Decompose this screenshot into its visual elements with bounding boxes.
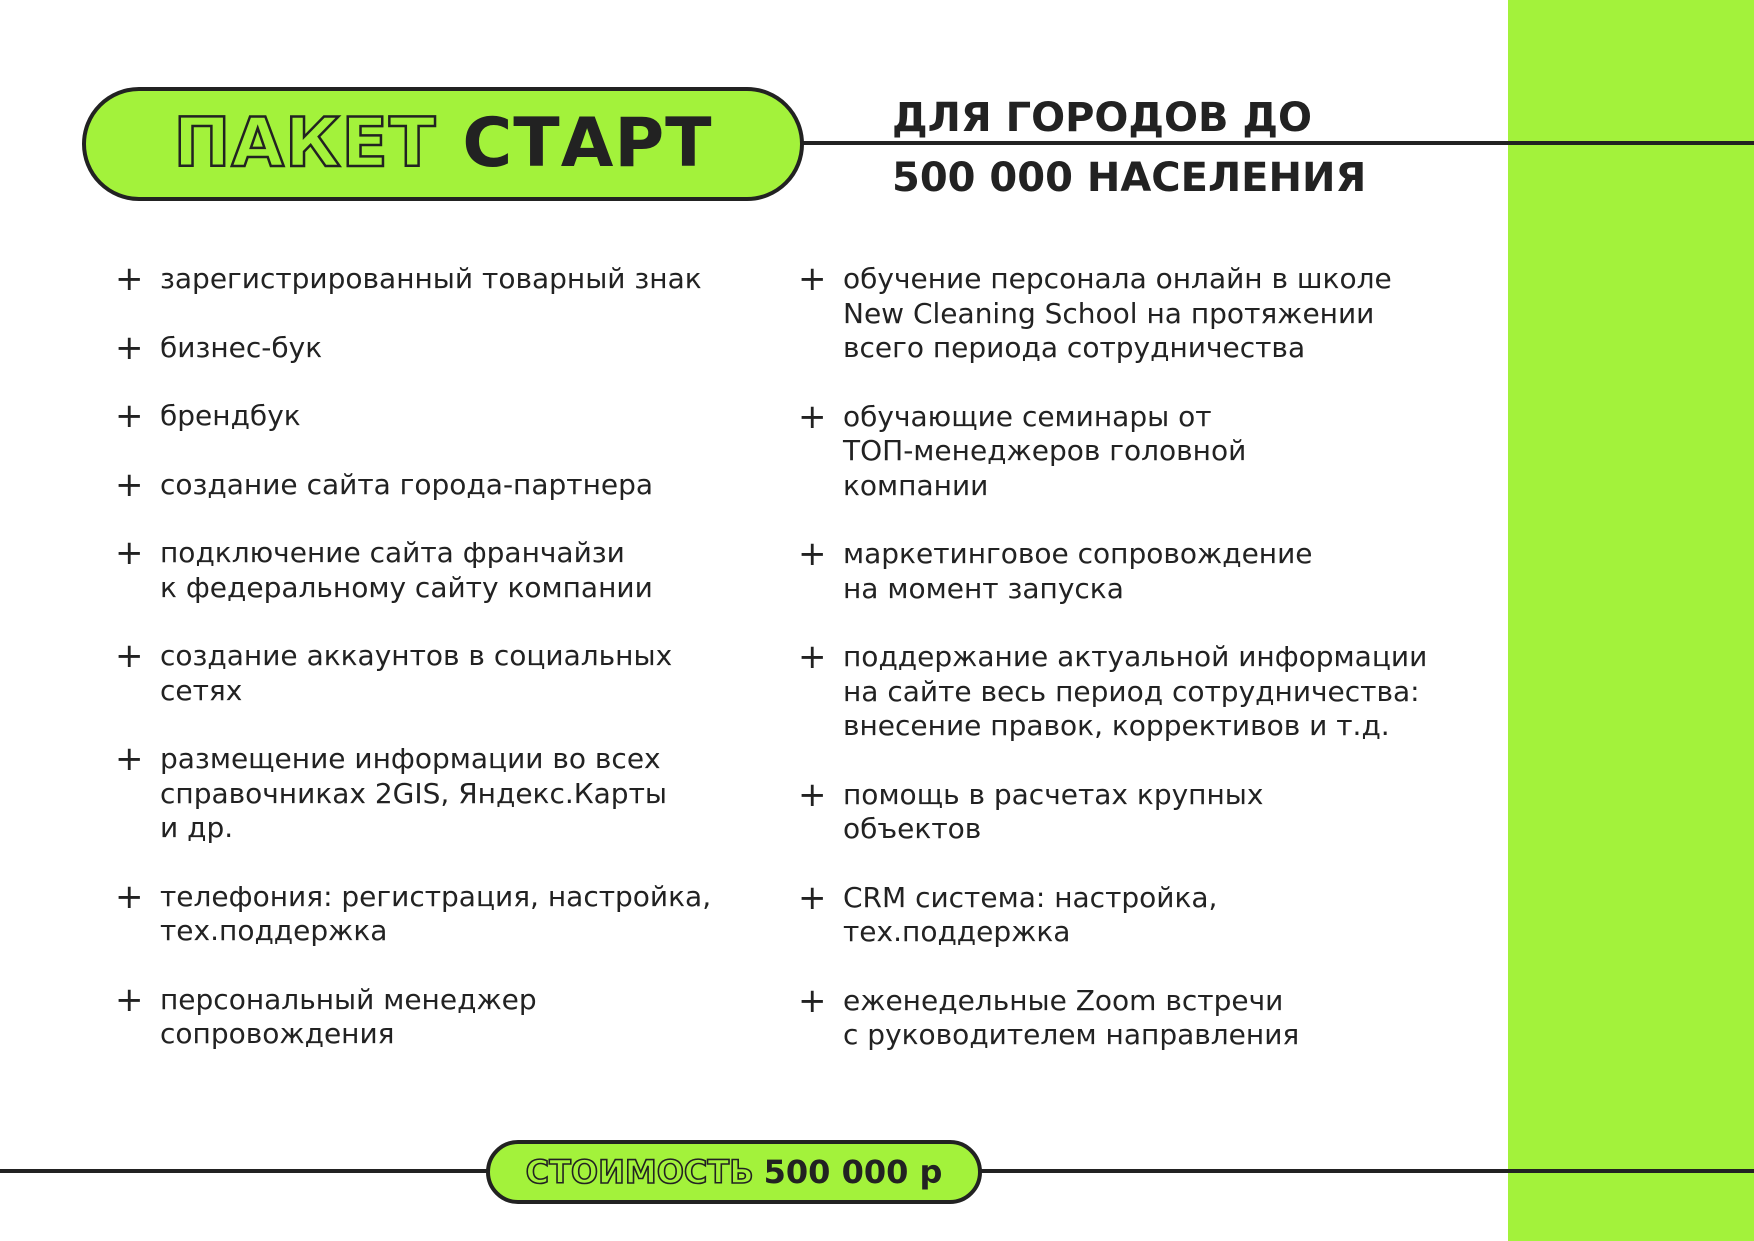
plus-icon: + <box>115 979 144 1020</box>
list-item <box>115 327 755 368</box>
plus-icon: + <box>798 637 827 677</box>
list-item-text: подключение сайта франчайзи к федеральному сайту компании <box>160 536 653 604</box>
list-item-text: создание сайта города-партнера <box>160 467 654 501</box>
list-item-text: персональный менеджер сопровождения <box>160 982 537 1050</box>
plus-icon: + <box>798 259 827 299</box>
package-title-badge <box>82 87 804 201</box>
list-item-text: еженедельные Zoom встречи с руководителем направления <box>843 983 1300 1051</box>
plus-icon: + <box>115 464 144 505</box>
list-item <box>798 877 1498 950</box>
list-item-text: маркетинговое сопровождение на момент запуска <box>843 537 1313 605</box>
list-item-text: брендбук <box>160 399 301 432</box>
list-item-text: обучающие семинары от ТОП-менеджеров головной компании <box>843 399 1247 502</box>
accent-side-band <box>1508 0 1754 1241</box>
features-list-right <box>798 259 1498 1087</box>
plus-icon: + <box>798 980 827 1021</box>
list-item <box>798 637 1498 744</box>
plus-icon: + <box>115 739 144 779</box>
list-item-text: зарегистрированный товарный знак <box>160 262 702 295</box>
list-item-text: CRM система: настройка, тех.поддержка <box>843 880 1218 948</box>
list-item-text: телефония: регистрация, настройка, тех.поддержка <box>160 879 712 947</box>
plus-icon: + <box>115 533 144 573</box>
package-title-outline: ПАКЕТ <box>173 104 437 183</box>
list-item <box>115 259 755 299</box>
price-label: СТОИМОСТЬ <box>525 1153 754 1191</box>
features-list-left <box>115 259 755 1086</box>
plus-icon: + <box>798 534 827 574</box>
subtitle-line-2: 500 000 НАСЕЛЕНИЯ <box>892 155 1367 201</box>
list-item-text: создание аккаунтов в социальных сетях <box>160 639 673 707</box>
package-subtitle <box>892 88 1366 208</box>
plus-icon: + <box>798 396 827 437</box>
list-item-text: поддержание актуальной информации на сайте весь период сотрудничества: внесение правок, коррективов и т.д. <box>843 640 1428 742</box>
plus-icon: + <box>115 876 144 917</box>
list-item-text: бизнес-бук <box>160 330 323 364</box>
price-value: 500 000 р <box>763 1153 943 1191</box>
list-item-text: помощь в расчетах крупных объектов <box>843 777 1264 845</box>
list-item <box>798 774 1498 847</box>
list-item <box>115 979 755 1052</box>
list-item <box>115 636 755 708</box>
list-item <box>115 464 755 505</box>
list-item <box>115 533 755 605</box>
list-item <box>798 396 1498 504</box>
list-item <box>115 876 755 949</box>
list-item <box>115 739 755 846</box>
plus-icon: + <box>798 774 827 815</box>
package-title-bold: СТАРТ <box>462 104 713 183</box>
list-item <box>798 259 1498 366</box>
list-item <box>798 980 1498 1053</box>
plus-icon: + <box>115 259 144 299</box>
plus-icon: + <box>798 877 827 918</box>
plus-icon: + <box>115 396 144 436</box>
list-item <box>115 396 755 436</box>
plus-icon: + <box>115 636 144 676</box>
plus-icon: + <box>115 327 144 368</box>
list-item-text: размещение информации во всех справочниках 2GIS, Яндекс.Карты и др. <box>160 742 667 844</box>
price-badge <box>486 1140 982 1204</box>
subtitle-line-1: ДЛЯ ГОРОДОВ ДО <box>892 95 1313 141</box>
list-item <box>798 534 1498 606</box>
list-item-text: обучение персонала онлайн в школе New Cleaning School на протяжении всего периода сотрудничества <box>843 262 1392 364</box>
